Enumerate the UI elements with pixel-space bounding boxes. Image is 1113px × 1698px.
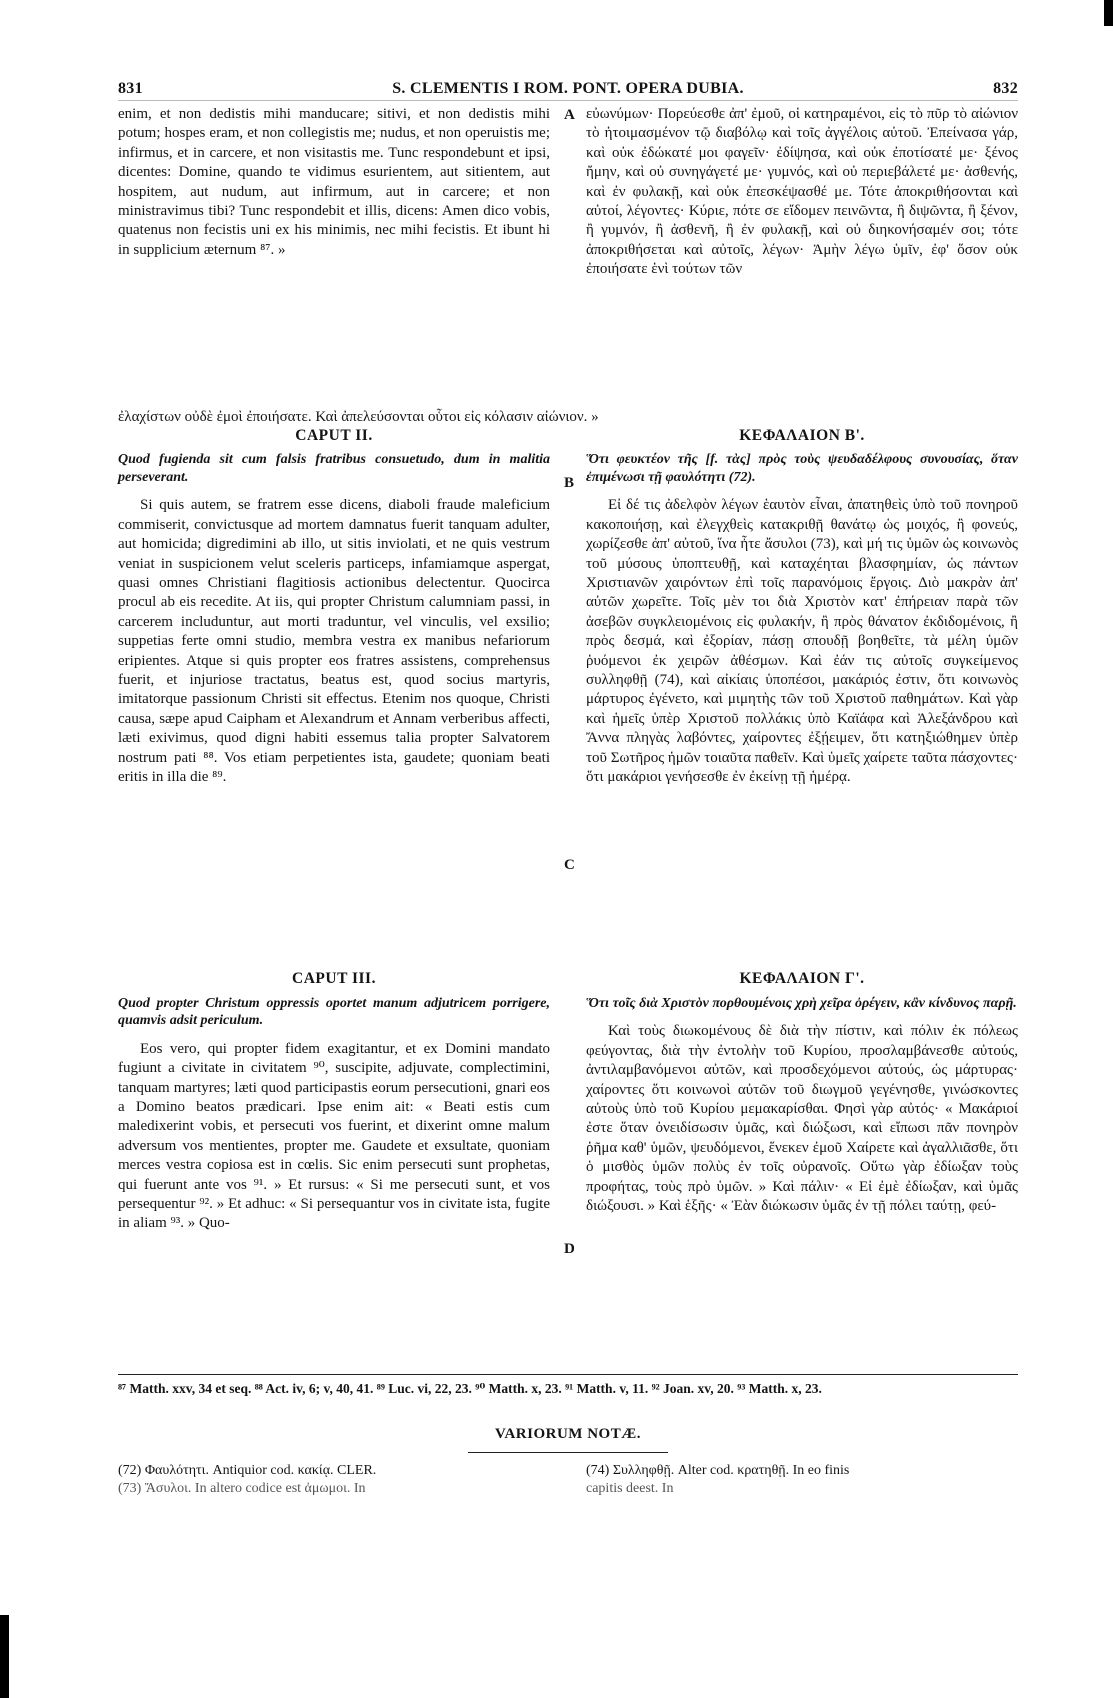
notes-left [118, 1462, 538, 1498]
scan-edge-top-right [1104, 0, 1113, 26]
scan-edge-bottom-left [0, 1615, 9, 1698]
page-number-right: 832 [993, 80, 1018, 97]
caput-3-text: Eos vero, qui propter fidem exagitantur, et ex Domini mandato fugiunt a civitate in civitatem ⁹⁰, suscipite, adjuvate, complectimini, tanquam martyres; læti quod participastis eorum persecutioni, gnari eos a Domino beatos prædicari. Ipse enim ait: « Beati estis cum maledixerint vobis, et persecuti vos fuerint, et dixerint omne malum adversum vos mentientes, propter me. Gaudete et exsultate, quoniam merces vestra copiosa est in cœlis. Sic enim persecuti sunt prophetas, qui fuerunt ante vos ⁹¹. » Et rursus: « Si me persecuti sunt, et vos persequentur ⁹². » Et adhuc: « Si persequantur vos in civitate ista, fugite in aliam ⁹³. » Quo- [118, 1040, 550, 1232]
page-number-left: 831 [118, 80, 143, 97]
caput-3-title: CAPUT III. [292, 970, 376, 988]
kephalaion-3-summary: Ὅτι τοῖς διὰ Χριστὸν πορθουμένοις χρὴ χεῖρα ὀρέγειν, κἂν κίνδυνος παρῇ. [586, 995, 1017, 1011]
notes-title-rule [468, 1452, 668, 1453]
latin-column [118, 105, 550, 1370]
notes-right [586, 1462, 1006, 1498]
note-73: (73) Ἄσυλοι. In altero codice est ἀμωμοι. In [118, 1481, 366, 1496]
kephalaion-2-text: Εἰ δέ τις ἀδελφὸν λέγων ἑαυτὸν εἶναι, ἀπατηθεὶς ὑπὸ τοῦ πονηροῦ κακοποιήσῃ, καὶ ἐλεγχθεὶς κατακριθῇ θανάτῳ ὡς μοιχός, ἢ φονεύς, χωρίζεσθε ἀπ' αὐτοῦ, ἵνα ἦτε ἄσυλοι (73), καὶ μή τις ὑμῶν ὡς κοινωνὸς τοῦ μύσους ὑποπτευθῇ, καὶ καταχέηται βλασφημίαν, ὡς πάντων Χριστιανῶν χαιρόντων ἐπὶ τοῖς παρανόμοις ἔργοις. Διὸ μακρὰν ἀπ' αὐτῶν χωρεῖτε. Τοῖς μὲν τοι διὰ Χριστὸν κατ' ἐπήρειαν παρὰ τῶν ἀσεβῶν συγκλειομένοις εἰς φυλακήν, ἢ πρὸς θάνατον ἐκδιδομένοις, ἢ πρὸς δεσμά, καὶ ἐξορίαν, πάσῃ σπουδῇ βοηθεῖτε, τὰ μέλη ὑμῶν ῥυόμενοι ἐκ χειρῶν ἀθέσμων. Καὶ ἐάν τις αὐτοῖς συγκείμενος συλληφθῇ (74), καὶ αἰκίαις ὑποπέσοι, μακάριός ἐστιν, ὅτι κοινωνὸς μάρτυρος ἐγένετο, καὶ μιμητὴς τῶν τοῦ Χριστοῦ παθημάτων. Καὶ γὰρ καὶ ἡμεῖς ὑπὲρ Χριστοῦ πολλάκις ὑπὸ Καϊάφα καὶ Ἀλεξάνδρου καὶ Ἄννα πληγὰς λαβόντες, χαίροντες ἐξῄειμεν, ὅτι κατηξιώθημεν ὑπὲρ τοῦ Σωτῆρος ἡμῶν τοιαῦτα παθεῖν. Καὶ ὑμεῖς χαίρετε ταῦτα πάσχοντες· ὅτι μακάριοι γενήσεσθε ἐν ἐκείνῃ τῇ ἡμέρᾳ. [586, 497, 1018, 786]
variorum-notes-title: VARIORUM NOTÆ. [495, 1426, 641, 1442]
kephalaion-3-text: Καὶ τοὺς διωκομένους δὲ διὰ τὴν πίστιν, καὶ πόλιν ἐκ πόλεως φεύγοντας, διὰ τὴν ἐντολὴν τοῦ Κυρίου, προσλαμβάνεσθε αὐτούς, ἀντιλαμβανόμενοι αὐτῶν, καὶ προσδεχόμενοι αὐτούς, ὡς μάρτυρας· χαίροντες ὅτι κοινωνοὶ αὐτῶν τοῦ διωγμοῦ γεγένησθε, γινώσκοντες αὐτοὺς ὑπὸ τοῦ Κυρίου μεμακαρίσθαι. Φησὶ γὰρ αὐτός· « Μακάριοί ἐστε ὅταν ὀνειδίσωσιν ὑμᾶς, καὶ διώξωσι, καὶ εἴπωσι πᾶν πονηρὸν ῥῆμα καθ' ὑμῶν, ψευδόμενοι, ἕνεκεν ἐμοῦ Χαίρετε καὶ ἀγαλλιᾶσθε, ὅτι ὁ μισθὸς ὑμῶν πολὺς ἐν τοῖς οὐρανοῖς. Οὕτω γὰρ ἐδίωξαν τοὺς προφήτας, τοὺς πρὸ ὑμῶν. » Καὶ πάλιν· « Εἰ ἐμὲ ἐδίωξαν, καὶ ὑμᾶς διώξουσι. » Καὶ ἑξῆς· « Ἐὰν διώκωσιν ὑμᾶς ἐν τῇ πόλει ταύτῃ, φεύ- [586, 1023, 1018, 1214]
greek-column [586, 105, 1018, 1352]
latin-top-text: enim, et non dedistis mihi manducare; sitivi, et non dedistis mihi potum; hospes eram, et non collegistis me; nudus, et non operuistis me; infirmus, et in carcere, et non visitastis me. Tunc respondebunt et ipsi, dicentes: Domine, quando te vidimus esurientem, aut sitientem, aut hospitem, aut nudum, aut infirmum, aut in carcere; et non ministravimus tibi? Tunc respondebit et illis, dicens: Amen dico vobis, quatenus non fecistis uni ex his minimis, nec mihi fecistis. Et ibunt hi in supplicium æternum ⁸⁷. » [118, 106, 550, 258]
note-74: (74) Συλληφθῇ. Alter cod. κρατηθῇ. In eo finis [586, 1463, 850, 1478]
kephalaion-3-title: ΚΕΦΑΛΑΙΟΝ Γ'. [739, 970, 865, 988]
book-page [118, 78, 1018, 1496]
column-marker-d: D [564, 1241, 575, 1257]
caput-2-title: CAPUT II. [295, 427, 373, 444]
full-width-greek-line: ἐλαχίστων οὐδὲ ἐμοὶ ἐποιήσατε. Καὶ ἀπελεύσονται οὗτοι εἰς κόλασιν αἰώνιον. » [118, 409, 599, 425]
caput-2-summary: Quod fugienda sit cum falsis fratribus consuetudo, dum in malitia perseverant. [118, 452, 550, 485]
scripture-footnotes: ⁸⁷ Matth. xxv, 34 et seq. ⁸⁸ Act. iv, 6; v, 40, 41. ⁸⁹ Luc. vi, 22, 23. ⁹⁰ Matth. x, 23. ⁹¹ Matth. v, 11. ⁹² Joan. xv, 20. ⁹³ Matth. x, 23. [118, 1381, 822, 1396]
footnote-rule [118, 1374, 1018, 1375]
column-marker-b: B [564, 475, 575, 491]
column-marker-a: A [564, 107, 575, 123]
kephalaion-2-title: ΚΕΦΑΛΑΙΟΝ Β'. [739, 427, 865, 444]
caput-3-summary: Quod propter Christum oppressis oportet manum adjutricem porrigere, quamvis adsit periculum. [118, 995, 550, 1029]
kephalaion-2-summary: Ὅτι φευκτέον τῆς [f. τὰς] πρὸς τοὺς ψευδαδέλφους συνουσίας, ὅταν ἐπιμένωσι τῇ φαυλότητι (72). [586, 452, 1018, 485]
running-head [118, 78, 1018, 101]
caput-2-text: Si quis autem, se fratrem esse dicens, diaboli fraude maleficium commiserit, convictusque ad mortem damnatus fuerit tanquam adulter, aut homicida; digredimini ab illo, ut sitis inviolati, et ne quis vestrum veniat in suspicionem velut sceleris particeps, infamiamque aspergat, quasi omnes Christiani flagitiosis actionibus delectentur. Quocirca procul ab eis recedite. At iis, qui propter Christum calumniam passi, in carcerem includuntur, aut morti traduntur, vel vinculis, vel exsilio; suppetias ferte omni studio, membra vestra ex manibus nefariorum eripientes. Atque si quis propter eos fratres assistens, comprehensus fuerit, et injuriose tractatus, beatus est, quod socius martyris, imitatorque passionum Christi sit effectus. Etenim nos quoque, Christi causa, sæpe apud Caipham et Alexandrum et Annam verberibus affecti, læti exivimus, quod digni habiti essemus talia propter Salvatorem nostrum pati ⁸⁸. Vos etiam perpetientes ista, gaudete; quoniam beati eritis in illa die ⁸⁹. [118, 497, 550, 786]
note-72: (72) Φαυλότητι. Antiquior cod. κακίᾳ. CLER. [118, 1463, 377, 1478]
greek-top-text: εὐωνύμων· Πορεύεσθε ἀπ' ἐμοῦ, οἱ κατηραμένοι, εἰς τὸ πῦρ τὸ αἰώνιον τὸ ἡτοιμασμένον τῷ διαβόλῳ καὶ τοῖς ἀγγέλοις αὐτοῦ. Ἐπείνασα γάρ, καὶ οὐκ ἐδώκατέ μοι φαγεῖν· ἐδίψησα, καὶ οὐκ ἐποτίσατέ με· ξένος ἤμην, καὶ οὐ συνηγάγετέ με· γυμνός, καὶ οὐ περιεβάλετέ με· ἀσθενής, καὶ ἐν φυλακῇ, καὶ οὐκ ἐπεσκέψασθέ με. Τότε ἀποκριθήσονται καὶ αὐτοί, λέγοντες· Κύριε, πότε σε εἴδομεν πεινῶντα, ἢ διψῶντα, ἢ ξένον, ἢ γυμνόν, ἢ ἀσθενῆ, ἢ ἐν φυλακῇ, καὶ οὐ διηκονήσαμέν σοι; τότε ἀποκριθήσεται καὶ αὐτοῖς, λέγων· Ἀμὴν λέγω ὑμῖν, ἐφ' ὅσον οὐκ ἐποιήσατε ἑνὶ τούτων τῶν [586, 106, 1018, 278]
note-74-cont: capitis deest. In [586, 1481, 674, 1496]
column-marker-c: C [564, 857, 575, 873]
running-title: S. CLEMENTIS I ROM. PONT. OPERA DUBIA. [392, 80, 744, 97]
